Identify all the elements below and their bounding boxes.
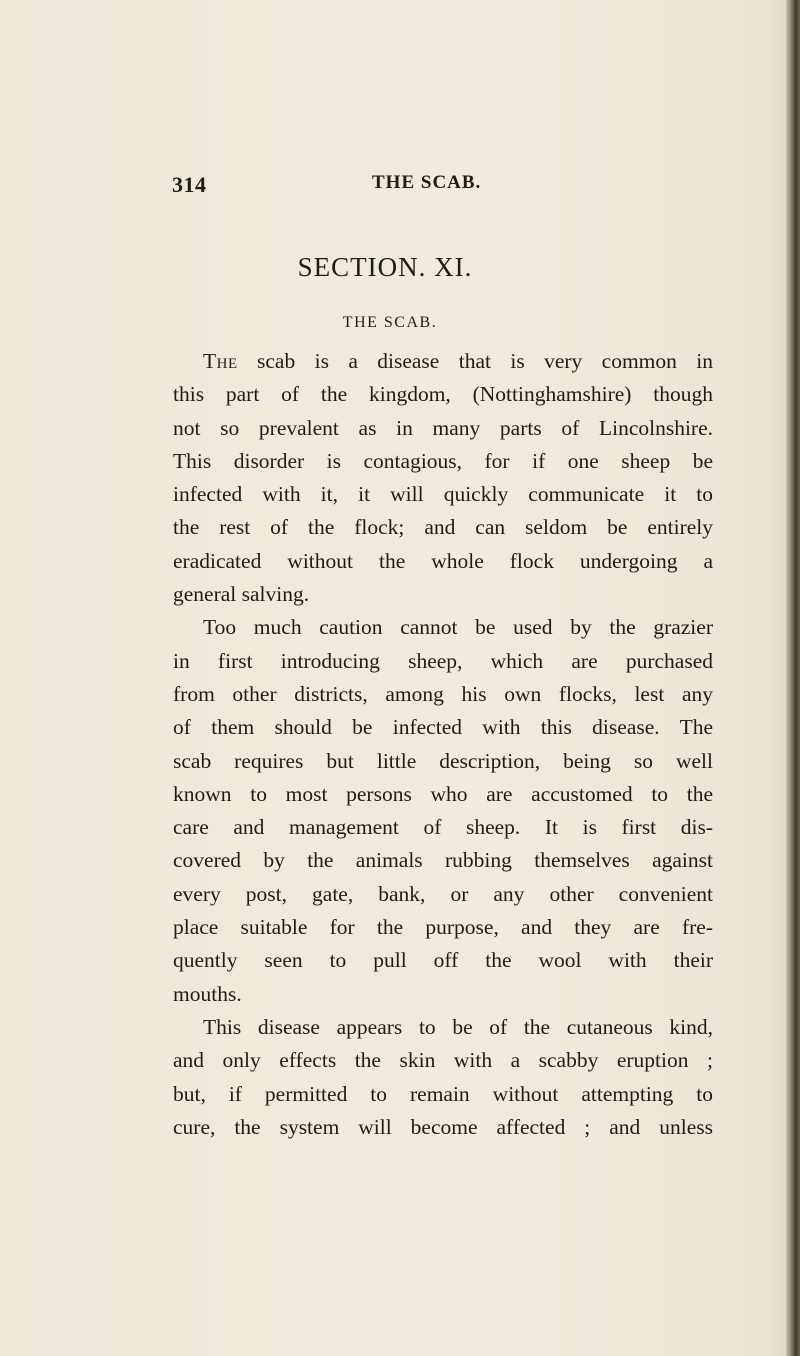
text-line: of them should be infected with this disease. The: [173, 715, 713, 740]
section-subheading: THE SCAB.: [342, 314, 438, 331]
text-line: place suitable for the purpose, and they are fre-: [173, 915, 713, 940]
body-text: [173, 345, 713, 1144]
text-line: covered by the animals rubbing themselves against: [173, 848, 713, 873]
text-line: known to most persons who are accustomed to the: [173, 781, 713, 806]
text-line: every post, gate, bank, or any other convenient: [173, 881, 713, 906]
section-heading: SECTION. XI.: [297, 252, 473, 282]
text-line: from other districts, among his own flocks, lest any: [173, 681, 713, 706]
running-title: THE SCAB.: [372, 172, 482, 193]
text-line: this part of the kingdom, (Nottinghamshire) though: [173, 382, 713, 407]
drop-word: The: [203, 349, 238, 373]
binding-edge: [786, 0, 800, 1356]
text-line: mouths.: [173, 981, 242, 1006]
text-line: infected with it, it will quickly communicate it to: [173, 482, 713, 507]
text-line: general salving.: [173, 582, 310, 607]
running-head: [172, 172, 672, 202]
text-line: not so prevalent as in many parts of Lincolnshire.: [173, 415, 713, 440]
text-line: cure, the system will become affected ; and unless: [173, 1114, 713, 1139]
text-line: quently seen to pull off the wool with their: [173, 948, 713, 973]
text-line: scab requires but little description, being so well: [173, 748, 713, 773]
text-line: in first introducing sheep, which are purchased: [173, 648, 713, 673]
text-line: This disease appears to be of the cutaneous kind,: [203, 1014, 713, 1039]
text-line: This disorder is contagious, for if one sheep be: [173, 448, 713, 473]
text-line: The scab is a disease that is very common in: [203, 349, 713, 373]
text-line: and only effects the skin with a scabby eruption ;: [173, 1048, 713, 1073]
text-line: the rest of the flock; and can seldom be entirely: [173, 515, 713, 540]
text-line: but, if permitted to remain without attempting to: [173, 1081, 713, 1106]
text-line: Too much caution cannot be used by the grazier: [203, 615, 713, 640]
text-line: eradicated without the whole flock undergoing a: [173, 548, 713, 573]
page-number: 314: [172, 172, 207, 197]
text-line: care and management of sheep. It is first dis-: [173, 815, 713, 840]
